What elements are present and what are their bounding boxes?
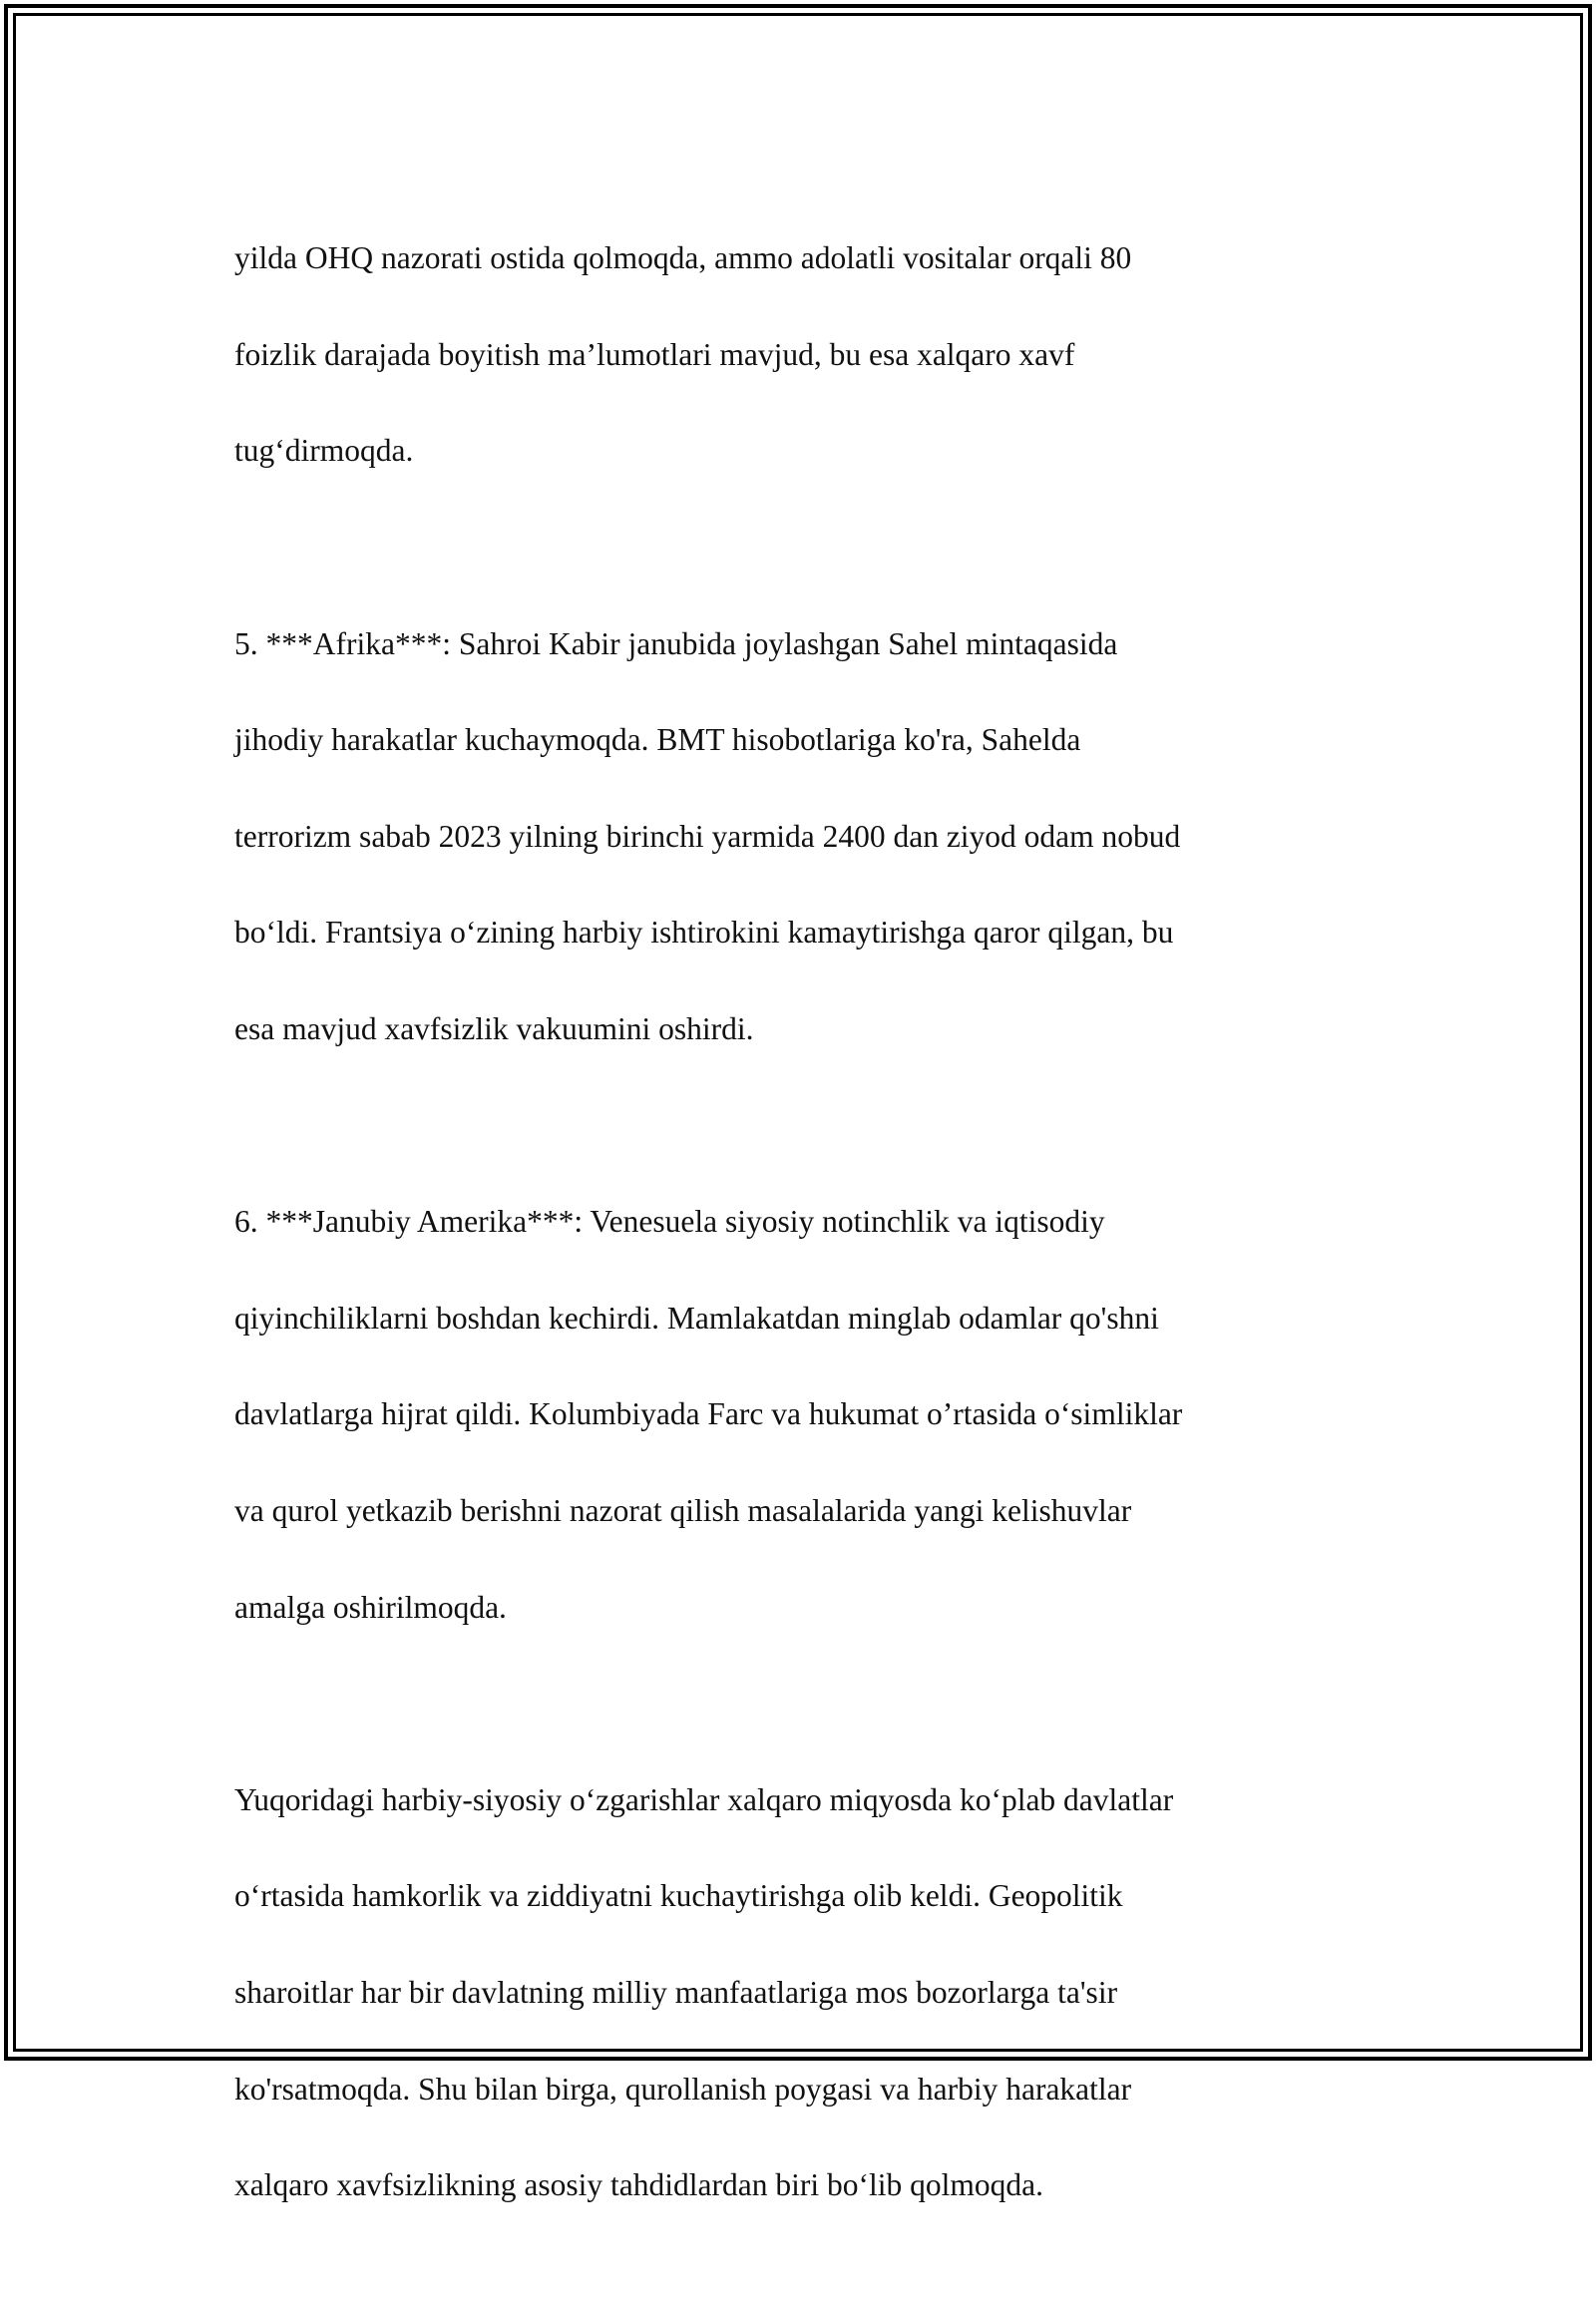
text-line: o‘rtasida hamkorlik va ziddiyatni kuchaytirishga olib keldi. Geopolitik (234, 1878, 1123, 1914)
text-line: sharoitlar har bir davlatning milliy manfaatlariga mos bozorlarga ta'sir (234, 1974, 1118, 2010)
text-line: va qurol yetkazib berishni nazorat qilish masalalarida yangi kelishuvlar (234, 1493, 1132, 1529)
text-line: 5. ***Afrika***: Sahroi Kabir janubida joylashgan Sahel mintaqasida (234, 625, 1118, 661)
text-line: esa mavjud xavfsizlik vakuumini oshirdi. (234, 1011, 754, 1047)
text-line: amalga oshirilmoqda. (234, 1589, 507, 1625)
text-line: terrorizm sabab 2023 yilning birinchi yarmida 2400 dan ziyod odam nobud (234, 818, 1181, 854)
text-line: 6. ***Janubiy Amerika***: Venesuela siyosiy notinchlik va iqtisodiy (234, 1204, 1105, 1240)
paragraph-africa (234, 572, 1362, 1101)
text-line: bo‘ldi. Frantsiya o‘zining harbiy ishtirokini kamaytirishga qaror qilgan, bu (234, 915, 1174, 951)
paragraph-south-america (234, 1150, 1362, 1680)
text-line: tug‘dirmoqda. (234, 433, 414, 469)
text-line: ko'rsatmoqda. Shu bilan birga, qurollanish poygasi va harbiy harakatlar (234, 2071, 1132, 2107)
document-body (234, 187, 1362, 2306)
text-line: yilda OHQ nazorati ostida qolmoqda, ammo adolatli vositalar orqali 80 (234, 240, 1132, 276)
text-line: qiyinchiliklarni boshdan kechirdi. Mamlakatdan minglab odamlar qo'shni (234, 1300, 1159, 1336)
text-line: jihodiy harakatlar kuchaymoqda. BMT hisobotlariga ko'ra, Sahelda (234, 722, 1081, 758)
paragraph-iran-continuation (234, 187, 1362, 524)
text-line: Yuqoridagi harbiy-siyosiy o‘zgarishlar xalqaro miqyosda ko‘plab davlatlar (234, 1781, 1174, 1817)
text-line: foizlik darajada boyitish ma’lumotlari mavjud, bu esa xalqaro xavf (234, 336, 1075, 372)
text-line: xalqaro xavfsizlikning asosiy tahdidlardan biri bo‘lib qolmoqda. (234, 2167, 1043, 2203)
paragraph-conclusion (234, 1729, 1362, 2258)
text-line: davlatlarga hijrat qildi. Kolumbiyada Farc va hukumat o’rtasida o‘simliklar (234, 1396, 1183, 1432)
